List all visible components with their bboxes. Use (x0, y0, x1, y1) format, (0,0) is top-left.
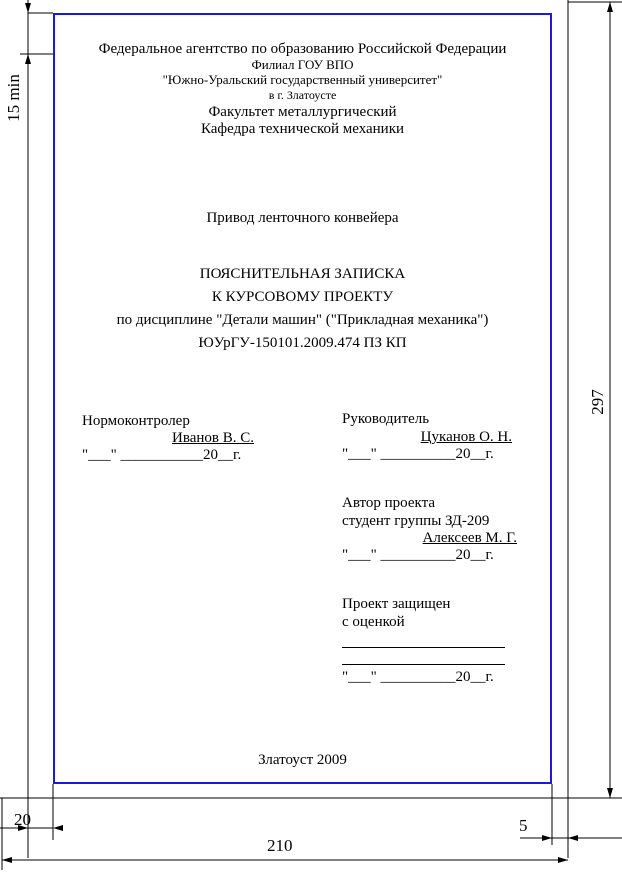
defended-title: Проект защищен (342, 596, 451, 612)
grade-line-1 (342, 647, 505, 648)
header-faculty: Факультет металлургический (208, 104, 397, 120)
doc-type-line1: ПОЯСНИТЕЛЬНАЯ ЗАПИСКА (199, 266, 406, 282)
height-label: 297 (588, 389, 607, 415)
author-name: Алексеев М. Г. (422, 530, 517, 546)
header-university: "Южно-Уральский государственный университет" (162, 72, 443, 87)
project-topic: Привод ленточного конвейера (206, 210, 399, 226)
top-margin-label: 15 min (4, 74, 23, 122)
supervisor-date: "___" __________20__г. (342, 446, 494, 462)
defended-grade: с оценкой (342, 614, 405, 630)
right-margin-label: 5 (519, 816, 528, 835)
supervisor-name: Цуканов О. Н. (420, 429, 512, 445)
normcontrol-name: Иванов В. С. (172, 430, 254, 446)
header-city: в г. Златоусте (268, 88, 337, 102)
supervisor-title: Руководитель (342, 411, 430, 427)
width-label: 210 (267, 836, 293, 855)
author-title: Автор проекта (342, 495, 436, 511)
header-agency: Федеральное агентство по образованию Российской Федерации (98, 41, 507, 57)
doc-type-line2: К КУРСОВОМУ ПРОЕКТУ (211, 289, 394, 305)
defended-date: "___" __________20__г. (342, 669, 494, 685)
author-group: студент группы ЗД-209 (342, 513, 490, 529)
header-department: Кафедра технической механики (200, 121, 405, 137)
normcontrol-date: "___" ___________20__г. (82, 447, 242, 463)
left-margin-label: 20 (14, 810, 31, 829)
place-year: Златоуст 2009 (258, 752, 347, 768)
normcontrol-title: Нормоконтролер (82, 413, 190, 429)
document-code: ЮУрГУ-150101.2009.474 ПЗ КП (198, 335, 407, 351)
grade-line-2 (342, 664, 505, 665)
discipline: по дисциплине "Детали машин" ("Прикладная механика") (116, 312, 489, 328)
author-date: "___" __________20__г. (342, 547, 494, 563)
header-branch: Филиал ГОУ ВПО (251, 57, 354, 72)
